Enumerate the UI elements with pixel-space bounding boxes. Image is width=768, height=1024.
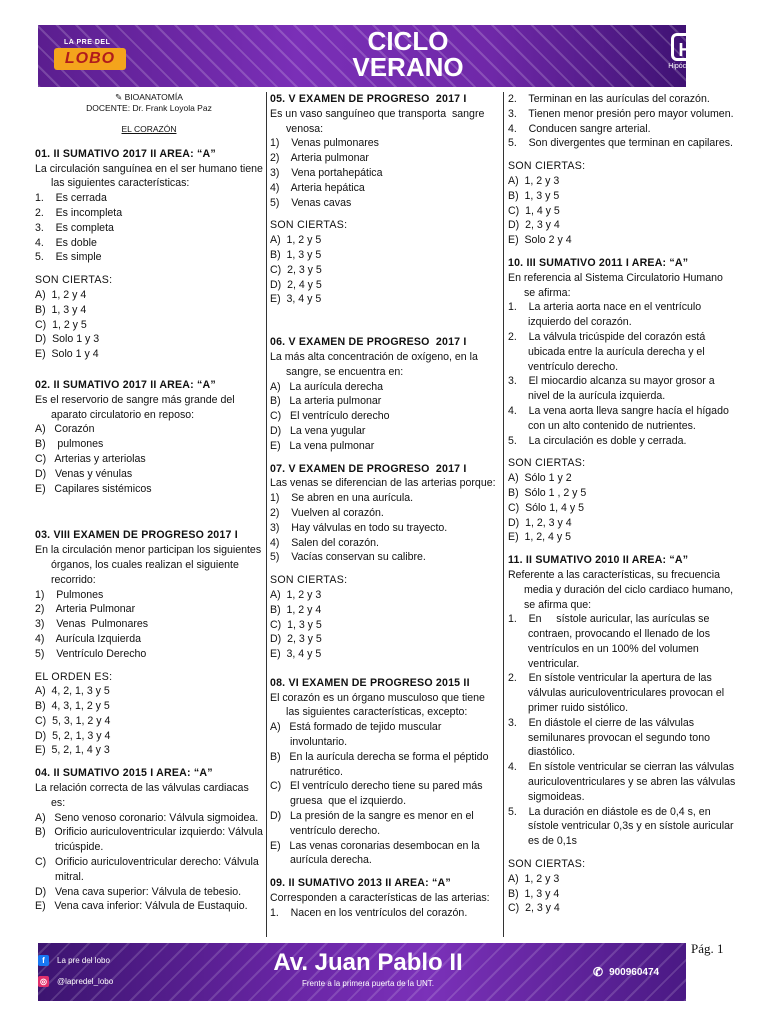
question-title: 11. II SUMATIVO 2010 II AREA: “A”: [508, 554, 689, 567]
program-title-line1: CICLO: [367, 26, 449, 56]
answer-option: A) Sólo 1 y 2: [508, 472, 572, 485]
answer-option: D) Solo 1 y 3: [35, 333, 100, 346]
answer-option: B) 1, 2 y 4: [270, 603, 322, 616]
answer-label: EL ORDEN ES:: [35, 670, 113, 683]
question-05: [270, 92, 498, 307]
question-07: [270, 462, 498, 662]
question-stem: La más alta concentración de oxígeno, en la sangre, se encuentra en:: [270, 350, 478, 378]
answer-option: D) Venas y vénulas: [35, 467, 133, 480]
question-stem: En referencia al Sistema Circulatorio Humano se afirma:: [508, 271, 723, 299]
question-title: 08. VI EXAMEN DE PROGRESO 2015 II: [270, 676, 470, 689]
answer-label: SON CIERTAS:: [35, 274, 113, 287]
question-03: [35, 528, 263, 758]
question-item: 4. Es doble: [35, 236, 97, 249]
question-item: 2. En sístole ventricular la apertura de las válvulas auriculoventriculares provocan el primer ruido sistólico.: [508, 672, 725, 715]
answer-option: E) 5, 2, 1, 4 y 3: [35, 744, 110, 757]
question-item: 4. En sístole ventricular se cierran las válvulas auriculoventriculares y se abren las válvulas sigmoideas.: [508, 761, 736, 803]
question-01: [35, 147, 263, 362]
lobo-logo-main: LOBO: [54, 48, 126, 70]
instagram-handle: @lapredel_lobo: [57, 977, 114, 986]
question-09: [270, 876, 498, 920]
answer-option: C) Orificio auriculoventricular derecho: Válvula mitral.: [35, 856, 259, 883]
answer-option: B) 1, 3 y 5: [508, 189, 560, 202]
lobo-logo: [54, 39, 126, 73]
footer-banner: [38, 943, 686, 1001]
question-item: 4) Aurícula Izquierda: [35, 632, 141, 645]
answer-option: E) Capilares sistémicos: [35, 482, 152, 495]
answer-option: A) 1, 2 y 3: [270, 588, 322, 601]
address-title: Av. Juan Pablo II: [273, 949, 463, 976]
answer-option: B) 1, 3 y 4: [508, 887, 560, 900]
question-item: 5. La duración en diástole es de 0,4 s, en sístole ventricular 0,3s y en sístole auricular es de 0,1s: [508, 805, 734, 848]
question-stem: La circulación sanguínea en el ser humano tiene las siguientes características:: [35, 162, 263, 190]
answer-option: E) La vena pulmonar: [270, 439, 375, 452]
question-stem: Es el reservorio de sangre más grande del aparato circulatorio en reposo:: [35, 393, 235, 421]
question-item: 1. Es cerrada: [35, 192, 107, 205]
question-item: 5) Vacías conservan su calibre.: [270, 551, 426, 564]
question-title: 02. II SUMATIVO 2017 II AREA: “A”: [35, 378, 216, 391]
answer-option: B) pulmones: [35, 438, 104, 451]
answer-option: A) 1, 2 y 5: [270, 234, 322, 247]
answer-option: A) 1, 2 y 4: [35, 288, 87, 301]
facebook-icon: f: [38, 955, 49, 966]
question-stem: Las venas se diferencian de las arterias porque:: [270, 477, 496, 490]
answer-option: E) Vena cava inferior: Válvula de Eustaquio.: [35, 900, 248, 913]
question-item: 3. Tienen menor presión pero mayor volumen.: [508, 107, 734, 120]
question-stem: En la circulación menor participan los siguientes órganos, los cuales realizan el siguiente recorrido:: [35, 544, 262, 586]
column-1: [35, 92, 263, 922]
question-09-continued: [508, 92, 736, 248]
question-item: 3. En diástole el cierre de las válvulas semilunares provocan el segundo tono diastólico.: [508, 716, 710, 759]
header-banner: [38, 25, 702, 87]
question-item: 2) Arteria pulmonar: [270, 152, 369, 165]
question-item: 1. La arteria aorta nace en el ventrículo izquierdo del corazón.: [508, 301, 702, 329]
question-item: 3. El miocardio alcanza su mayor grosor a nivel de la aurícula izquierda.: [508, 375, 715, 403]
facebook-link[interactable]: [38, 955, 110, 966]
question-stem: La relación correcta de las válvulas cardiacas es:: [35, 782, 249, 809]
question-10: [508, 256, 736, 545]
answer-option: D) 5, 2, 1, 3 y 4: [35, 729, 111, 742]
answer-option: D) 1, 2, 3 y 4: [508, 516, 572, 529]
page-number: Pág. 1: [691, 941, 724, 956]
question-item: 5) Venas cavas: [270, 196, 352, 209]
question-title: 07. V EXAMEN DE PROGRESO 2017 I: [270, 462, 467, 475]
question-item: 4) Salen del corazón.: [270, 536, 379, 549]
question-item: 2) Vuelven al corazón.: [270, 506, 384, 519]
column-divider-2: [503, 92, 504, 937]
question-item: 1) Venas pulmonares: [270, 137, 379, 150]
question-item: 5. Son divergentes que terminan en capilares.: [508, 137, 733, 150]
program-title-line2: VERANO: [352, 52, 464, 82]
answer-option: C) Arterias y arteriolas: [35, 452, 146, 465]
question-item: 3. Es completa: [35, 221, 114, 234]
answer-option: B) En la aurícula derecha se forma el péptido natrurético.: [270, 750, 489, 778]
answer-label: SON CIERTAS:: [270, 219, 348, 232]
question-item: 4. Conducen sangre arterial.: [508, 122, 651, 135]
program-title: [338, 28, 478, 80]
answer-label: SON CIERTAS:: [508, 160, 586, 173]
question-item: 4. La vena aorta lleva sangre hacía el hígado con un alto contenido de nutrientes.: [508, 404, 729, 432]
column-divider-1: [266, 92, 267, 937]
question-item: 2. La válvula tricúspide del corazón está ubicada entre la aurícula derecha y el ventrículo derecho.: [508, 330, 706, 373]
question-item: 2) Arteria Pulmonar: [35, 603, 136, 616]
answer-option: C) 5, 3, 1, 2 y 4: [35, 714, 111, 727]
question-title: 04. II SUMATIVO 2015 I AREA: “A”: [35, 767, 213, 780]
doc-subject-text: BIOANATOMÍA: [124, 92, 183, 102]
phone-icon: ✆: [593, 965, 604, 979]
answer-option: B) 1, 3 y 4: [35, 303, 87, 316]
hipocrates-name: Hipócrates: [668, 63, 702, 70]
answer-label: SON CIERTAS:: [508, 858, 586, 871]
question-stem: Es un vaso sanguíneo que transporta sangre venosa:: [270, 107, 485, 135]
doc-teacher: DOCENTE: Dr. Frank Loyola Paz: [86, 103, 212, 113]
answer-option: E) Las venas coronarias desembocan en la aurícula derecha.: [270, 839, 480, 867]
answer-option: C) 1, 3 y 5: [270, 618, 322, 631]
question-title: 06. V EXAMEN DE PROGRESO 2017 I: [270, 336, 467, 349]
answer-option: C) El ventrículo derecho tiene su pared más gruesa que el izquierdo.: [270, 780, 483, 808]
instagram-icon: ◎: [38, 976, 49, 987]
answer-option: E) Solo 1 y 4: [35, 348, 99, 361]
answer-option: B) Orificio auriculoventricular izquierdo: Válvula tricúspide.: [35, 826, 263, 854]
question-item: 4) Arteria hepática: [270, 181, 365, 194]
question-title: 09. II SUMATIVO 2013 II AREA: “A”: [270, 877, 451, 890]
answer-option: D) La vena yugular: [270, 424, 366, 437]
answer-option: D) 2, 3 y 4: [508, 219, 560, 232]
question-08: [270, 676, 498, 868]
question-item: 1. En sístole auricular, las aurículas se contraen, provocando el llenado de los ventrículos en un 100% del volumen ventricular.: [508, 613, 710, 670]
book-icon: ✎: [115, 92, 123, 102]
answer-option: D) Vena cava superior: Válvula de tebesio.: [35, 885, 242, 898]
question-item: 2. Es incompleta: [35, 206, 123, 219]
question-04: [35, 766, 263, 914]
answer-option: D) La presión de la sangre es menor en el ventrículo derecho.: [270, 810, 474, 837]
question-stem: Corresponden a características de las arterias:: [270, 892, 490, 905]
question-item: 3) Venas Pulmonares: [35, 618, 149, 631]
hipocrates-icon: H: [671, 33, 699, 61]
answer-option: C) Sólo 1, 4 y 5: [508, 501, 584, 514]
question-stem: Referente a las características, su frecuencia media y duración del ciclo cardiaco humano, se afirma que:: [508, 568, 734, 611]
answer-option: C) 1, 2 y 5: [35, 318, 87, 331]
question-title: 10. III SUMATIVO 2011 I AREA: “A”: [508, 256, 689, 269]
instagram-link[interactable]: [38, 976, 113, 987]
question-stem: El corazón es un órgano musculoso que tiene las siguientes características, excepto:: [270, 691, 485, 719]
column-2: [270, 92, 498, 929]
question-item: 5. La circulación es doble y cerrada.: [508, 434, 687, 447]
answer-option: A) Corazón: [35, 423, 95, 436]
question-title: 01. II SUMATIVO 2017 II AREA: “A”: [35, 147, 216, 160]
answer-option: B) 1, 3 y 5: [270, 248, 322, 261]
answer-option: A) 4, 2, 1, 3 y 5: [35, 685, 110, 698]
answer-option: C) 2, 3 y 5: [270, 263, 322, 276]
question-item: 3) Hay válvulas en todo su trayecto.: [270, 521, 448, 534]
answer-option: E) Solo 2 y 4: [508, 234, 572, 247]
answer-option: C) 2, 3 y 4: [508, 902, 560, 915]
answer-option: B) Sólo 1 , 2 y 5: [508, 486, 587, 499]
answer-option: A) Seno venoso coronario: Válvula sigmoidea.: [35, 811, 259, 824]
doc-topic: EL CORAZÓN: [121, 124, 177, 134]
answer-option: D) 2, 4 y 5: [270, 278, 322, 291]
doc-subject: [35, 92, 263, 103]
answer-option: A) 1, 2 y 3: [508, 174, 560, 187]
answer-option: E) 3, 4 y 5: [270, 648, 322, 661]
question-title: 03. VIII EXAMEN DE PROGRESO 2017 I: [35, 529, 238, 542]
answer-option: C) 1, 4 y 5: [508, 204, 560, 217]
lobo-logo-top: LA PRE DEL: [64, 39, 111, 46]
question-item: 1) Pulmones: [35, 588, 104, 601]
answer-option: A) 1, 2 y 3: [508, 872, 560, 885]
answer-option: B) 4, 3, 1, 2 y 5: [35, 700, 110, 713]
question-06: [270, 335, 498, 453]
answer-option: A) La aurícula derecha: [270, 380, 384, 393]
answer-option: E) 1, 2, 4 y 5: [508, 531, 572, 544]
question-02: [35, 378, 263, 496]
question-item: 2. Terminan en las aurículas del corazón.: [508, 93, 710, 105]
question-title: 05. V EXAMEN DE PROGRESO 2017 I: [270, 93, 467, 105]
answer-option: D) 2, 3 y 5: [270, 633, 322, 646]
question-item: 5. Es simple: [35, 251, 102, 264]
question-item: 1. Nacen en los ventrículos del corazón.: [270, 906, 468, 919]
answer-option: C) El ventrículo derecho: [270, 410, 390, 423]
answer-option: E) 3, 4 y 5: [270, 293, 322, 306]
question-item: 5) Ventrículo Derecho: [35, 647, 147, 660]
answer-label: SON CIERTAS:: [270, 574, 348, 587]
answer-label: SON CIERTAS:: [508, 457, 586, 470]
question-item: 1) Se abren en una aurícula.: [270, 492, 414, 505]
phone-number: 900960474: [609, 966, 660, 978]
column-3: [508, 92, 736, 924]
phone-contact[interactable]: [593, 965, 659, 979]
answer-option: B) La arteria pulmonar: [270, 395, 382, 408]
address-subtitle: Frente a la primera puerta de la UNT.: [301, 979, 435, 988]
hipocrates-logo: [663, 33, 707, 70]
question-11: [508, 553, 736, 916]
answer-option: A) Está formado de tejido muscular involuntario.: [270, 721, 442, 749]
question-item: 3) Vena portahepática: [270, 166, 383, 179]
facebook-handle: La pre del lobo: [57, 956, 110, 965]
